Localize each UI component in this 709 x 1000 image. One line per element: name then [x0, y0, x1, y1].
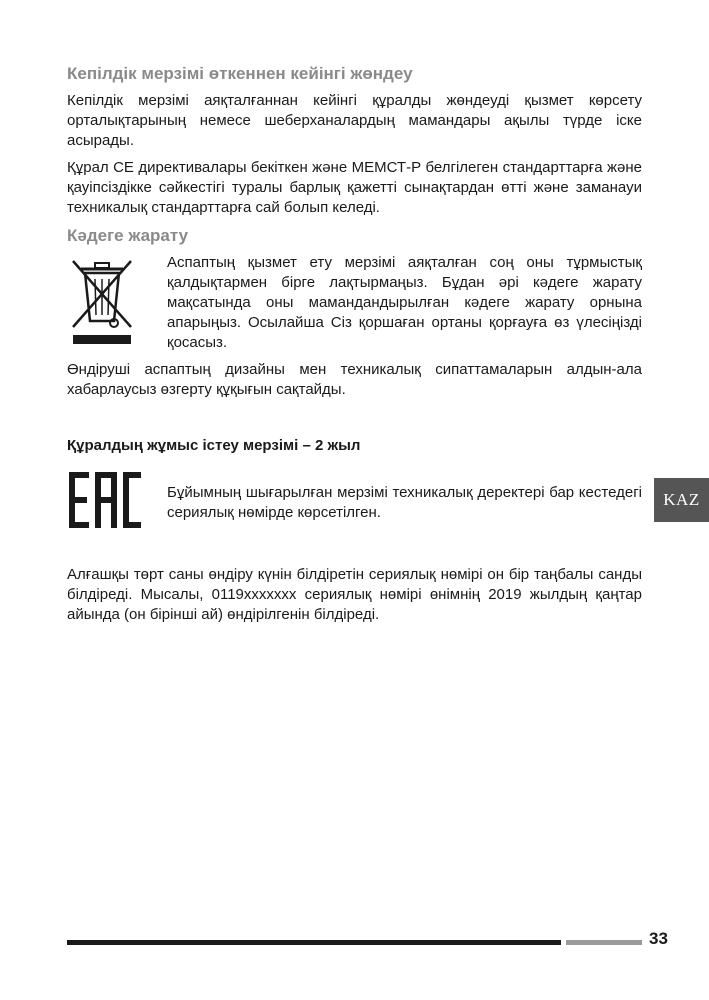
warranty-repair-paragraph-1: Кепілдік мерзімі аяқталғаннан кейінгі құралды жөндеуді қызмет көрсету орталықтарының немесе шеберханалардың мамандары ақылы түрде іске асырады.: [67, 92, 642, 149]
footer-bar-grey: [566, 940, 642, 945]
eac-mark-icon: [67, 470, 167, 535]
eac-row: [67, 470, 642, 535]
manufacturer-note: Өндіруші аспаптың дизайны мен техникалық сипаттамаларын алдын-ала хабарлаусыз өзгерту құқығын сақтайды.: [67, 361, 642, 398]
serial-number-text: Алғашқы төрт саны өндіру күнін білдіретін сериялық нөмірі он бір таңбалы санды білдіреді. Мысалы, 0119xxxxxxx сериялық нөмірі өнімнің 2019 жылдың қаңтар айында (он бірінші ай) өндірілгенін білдіреді.: [67, 566, 642, 623]
disposal-row: [67, 253, 642, 360]
warranty-repair-heading: Кепілдік мерзімі өткеннен кейінгі жөндеу: [67, 64, 413, 83]
page-number: 33: [649, 929, 668, 948]
page-content: [67, 63, 642, 632]
service-life-heading: Құралдың жұмыс істеу мерзімі – 2 жыл: [67, 437, 361, 454]
disposal-text: Аспаптың қызмет ету мерзімі аяқталған соң оны тұрмыстық қалдықтармен бірге лақтырмаңыз. Бұдан әрі кәдеге жарату мақсатында оны мамандандырылған кәдеге жарату орнына апарыңыз. Осылайша Сіз қоршаған ортаны қорғауға өз үлесіңізді қосасыз.: [167, 254, 642, 351]
warranty-repair-paragraph-2: Құрал CE директивалары бекіткен және МЕМСТ-Р белгілеген стандарттарға және қауіпсіздікке сәйкестігі туралы барлық қажетті сынақтардан өтті және заманауи техникалық стандарттарға сай болып келеді.: [67, 159, 642, 216]
disposal-heading: Кәдеге жарату: [67, 226, 189, 245]
eac-text: Бұйымның шығарылған мерзімі техникалық деректері бар кестедегі сериялық нөмірде көрсетілген.: [167, 483, 642, 521]
footer-bar-dark: [67, 940, 561, 945]
language-tab-kaz: KAZ: [654, 478, 709, 522]
weee-crossed-bin-icon: [67, 253, 167, 352]
